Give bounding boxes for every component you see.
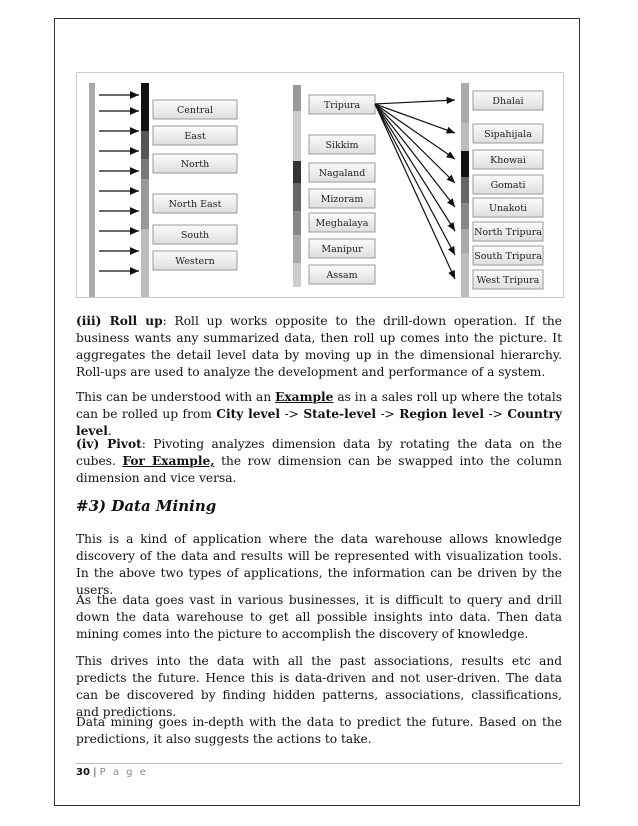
col1-label: North East [168,199,222,210]
col1-box-western [153,251,237,270]
page-number: 30 [76,767,90,778]
col1-strip [141,83,149,297]
col3-boxes [473,91,543,289]
col2-label: Sikkim [325,140,359,151]
col1-box-central [153,100,237,119]
col2-label: Meghalaya [315,218,369,229]
example-text-1: This can be understood with an [76,390,276,404]
body-paragraph-3: This drives into the data with all the past associations, results etc and predicts the future. Hence this is data-driven and not user-driven. The data can be discovered by finding hidden patterns, associations, classifications, and predictions. [76,654,562,719]
example-link[interactable]: Example [275,390,334,404]
col2-label: Assam [326,270,358,281]
col3-box-west-tripura [473,270,543,289]
col3-box-dhalai [473,91,543,110]
col2-boxes [309,95,375,284]
col3-box-gomati [473,175,543,194]
period: . [107,424,112,438]
col1-label: East [184,131,206,142]
page-footer [76,767,148,778]
col3-box-unakoti [473,198,543,217]
col3-box-south-tripura [473,246,543,265]
col1-boxes [153,100,237,270]
state-level: State-level [303,407,376,421]
section-heading: #3) Data Mining [76,497,217,515]
col3-box-sipahijala [473,124,543,143]
footer-separator: | [89,767,100,778]
col2-box-sikkim [309,135,375,154]
col1-box-south [153,225,237,244]
col3-label: Dhalai [492,96,524,107]
arrow-2: -> [375,407,400,421]
col2-box-mizoram [309,189,375,208]
col2-box-manipur [309,239,375,258]
pivot-paragraph [76,436,562,487]
col2-box-meghalaya [309,213,375,232]
col3-box-khowai [473,150,543,169]
col3-label: West Tripura [476,275,540,286]
country-level: Country level [76,407,562,438]
col3-label: Unakoti [488,203,528,214]
col3-label: North Tripura [474,227,542,238]
col1-box-north [153,154,237,173]
col2-strip [293,85,301,287]
col2-box-assam [309,265,375,284]
for-example-link[interactable]: For Example, [122,454,215,468]
rollup-text: : Roll up works opposite to the drill-down operation. If the business wants any summarized data, then roll up comes into the picture. It aggregates the detail level data by moving up in the dimensional hierarchy. Roll-ups are used to analyze the development and performance of a system. [76,314,562,379]
col2-label: Nagaland [318,168,366,179]
example-text-2: as in a sales roll up where the totals can be rolled up from [76,390,562,421]
arrow-3: -> [484,407,508,421]
col3-strip [461,83,469,297]
col2-label: Mizoram [320,194,364,205]
rollup-paragraph [76,313,562,381]
pivot-text-2: the row dimension can be swapped into the column dimension and vice versa. [76,454,562,485]
col3-label: South Tripura [474,251,542,262]
pivot-text-1: : Pivoting analyzes dimension data by rotating the data on the cubes. [76,437,562,468]
body-paragraph-2: As the data goes vast in various businesses, it is difficult to query and drill down the data warehouse to get all possible insights into data. Then data mining comes into the picture to accomplish the discovery of knowledge. [76,593,562,641]
page-label: P a g e [99,767,148,778]
footer-rule [76,763,562,764]
col3-box-north-tripura [473,222,543,241]
region-level: Region level [399,407,484,421]
body-paragraph-1: This is a kind of application where the data warehouse allows knowledge discovery of the data and results will be represented with visualization tools. In the above two types of applications, the information can be driven by the users. [76,532,562,597]
example-paragraph [76,389,562,440]
city-level: City level [216,407,281,421]
col1-label: Western [175,256,215,267]
col3-label: Khowai [490,155,526,166]
col1-label: Central [176,105,214,116]
input-arrows [99,95,139,271]
col1-label: North [180,159,210,170]
body-paragraph-4: Data mining goes in-depth with the data to predict the future. Based on the predictions, it also suggests the actions to take. [76,715,562,746]
tripura-arrows [375,100,455,279]
col3-label: Gomati [490,180,526,191]
col1-box-north-east [153,194,237,213]
col2-box-nagaland [309,163,375,182]
diagram-svg [77,73,563,297]
arrow-1: -> [280,407,304,421]
col2-box-tripura [309,95,375,114]
col3-label: Sipahijala [484,129,532,140]
col1-box-east [153,126,237,145]
col2-label: Tripura [323,100,361,111]
rollup-label: (iii) Roll up [76,314,163,328]
pivot-label: (iv) Pivot [76,437,142,451]
left-bar [89,83,95,297]
col2-label: Manipur [321,244,363,255]
col1-label: South [180,230,210,241]
drill-down-diagram [76,72,564,298]
